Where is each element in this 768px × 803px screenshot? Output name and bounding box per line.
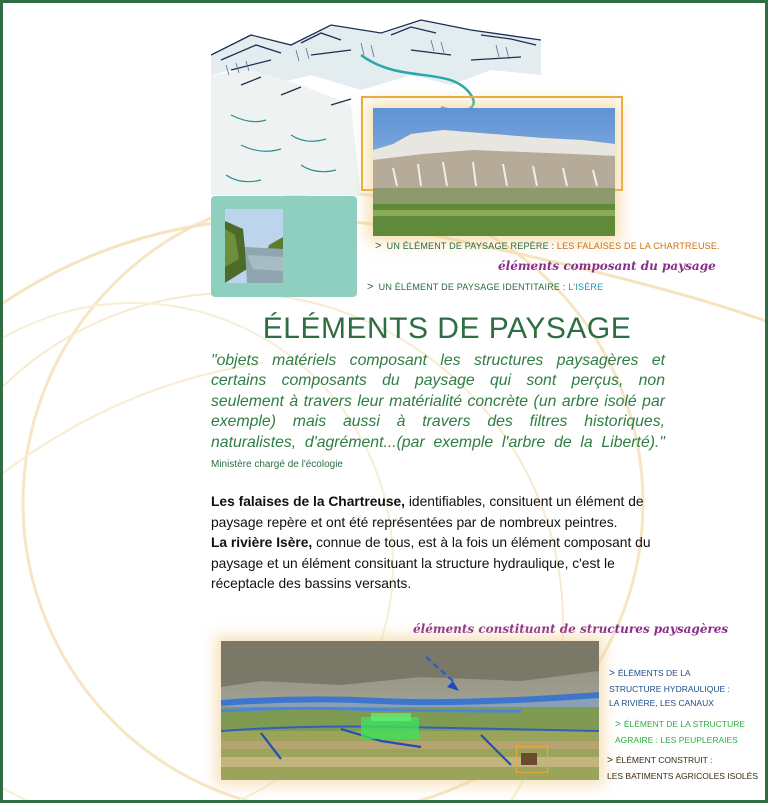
hydraulic-structure-caption — [609, 666, 730, 711]
body-isere-label: La rivière Isère, — [211, 535, 313, 550]
body-isere-text: connue de tous, est à la fois un élément composant du paysage et un élément consituant la structure hydraulique, c'est le réceptacle des bassins versants. — [211, 535, 651, 591]
heading-elements-structures: éléments constituant de structures paysagères — [413, 622, 729, 636]
heading-elements-composant: éléments composant du paysage — [498, 259, 716, 273]
hydraulic-caption-line1: ÉLÉMENTS DE LA — [617, 668, 691, 678]
cliffs-caption-prefix: UN ÉLÉMENT DE PAYSAGE REPÈRE : — [386, 241, 557, 251]
isere-river-photo — [225, 209, 283, 283]
arrow-right-icon: > — [607, 755, 613, 766]
isere-caption-prefix: UN ÉLÉMENT DE PAYSAGE IDENTITAIRE : — [378, 282, 569, 292]
cliffs-caption-name: LES FALAISES DE LA CHARTREUSE. — [556, 241, 720, 251]
arrow-right-icon: > — [375, 240, 382, 252]
built-caption-line1: ÉLÉMENT CONSTRUIT : — [615, 755, 713, 765]
hydraulic-caption-line3: LA RIVIÈRE, LES CANAUX — [609, 698, 714, 708]
agrarian-caption-line1: ÉLÉMENT DE LA STRUCTURE — [623, 719, 746, 729]
body-cliffs-label: Les falaises de la Chartreuse, — [211, 494, 406, 509]
agrarian-caption-line2: AGRAIRE : LES PEUPLERAIES — [615, 734, 738, 745]
built-element-caption — [607, 753, 758, 783]
body-text — [211, 492, 651, 595]
hydraulic-caption-line2: STRUCTURE HYDRAULIQUE : — [609, 683, 730, 694]
body-cliffs-text: identifiables, consituent un élément de paysage repère et ont été représentées par de nombreux peintres. — [211, 494, 644, 530]
chartreuse-cliffs-photo — [373, 108, 615, 236]
agrarian-structure-caption — [615, 717, 745, 747]
cliffs-caption — [375, 240, 720, 252]
arrow-right-icon: > — [609, 668, 615, 679]
built-caption-line2: LES BATIMENTS AGRICOLES ISOLÉS — [607, 770, 758, 781]
definition-quote — [211, 351, 665, 475]
arrow-right-icon: > — [367, 281, 374, 293]
page-title: ÉLÉMENTS DE PAYSAGE — [262, 312, 632, 345]
farm-building-highlight-frame — [516, 746, 548, 773]
isere-caption — [367, 281, 603, 293]
quote-text: "objets matériels composant les structures paysagères et certains composants du paysage qui sont perçus, non seulement à travers leur matérialité concrète (un arbre isolé par exemple) mais aussi à travers des filtres historiques, naturalistes, d'agrément...(par exemple l'arbre de la Liberté)." — [211, 352, 665, 451]
quote-source: Ministère chargé de l'écologie — [211, 459, 343, 471]
arrow-right-icon: > — [615, 719, 621, 730]
isere-caption-name: L'ISÈRE — [568, 282, 604, 292]
